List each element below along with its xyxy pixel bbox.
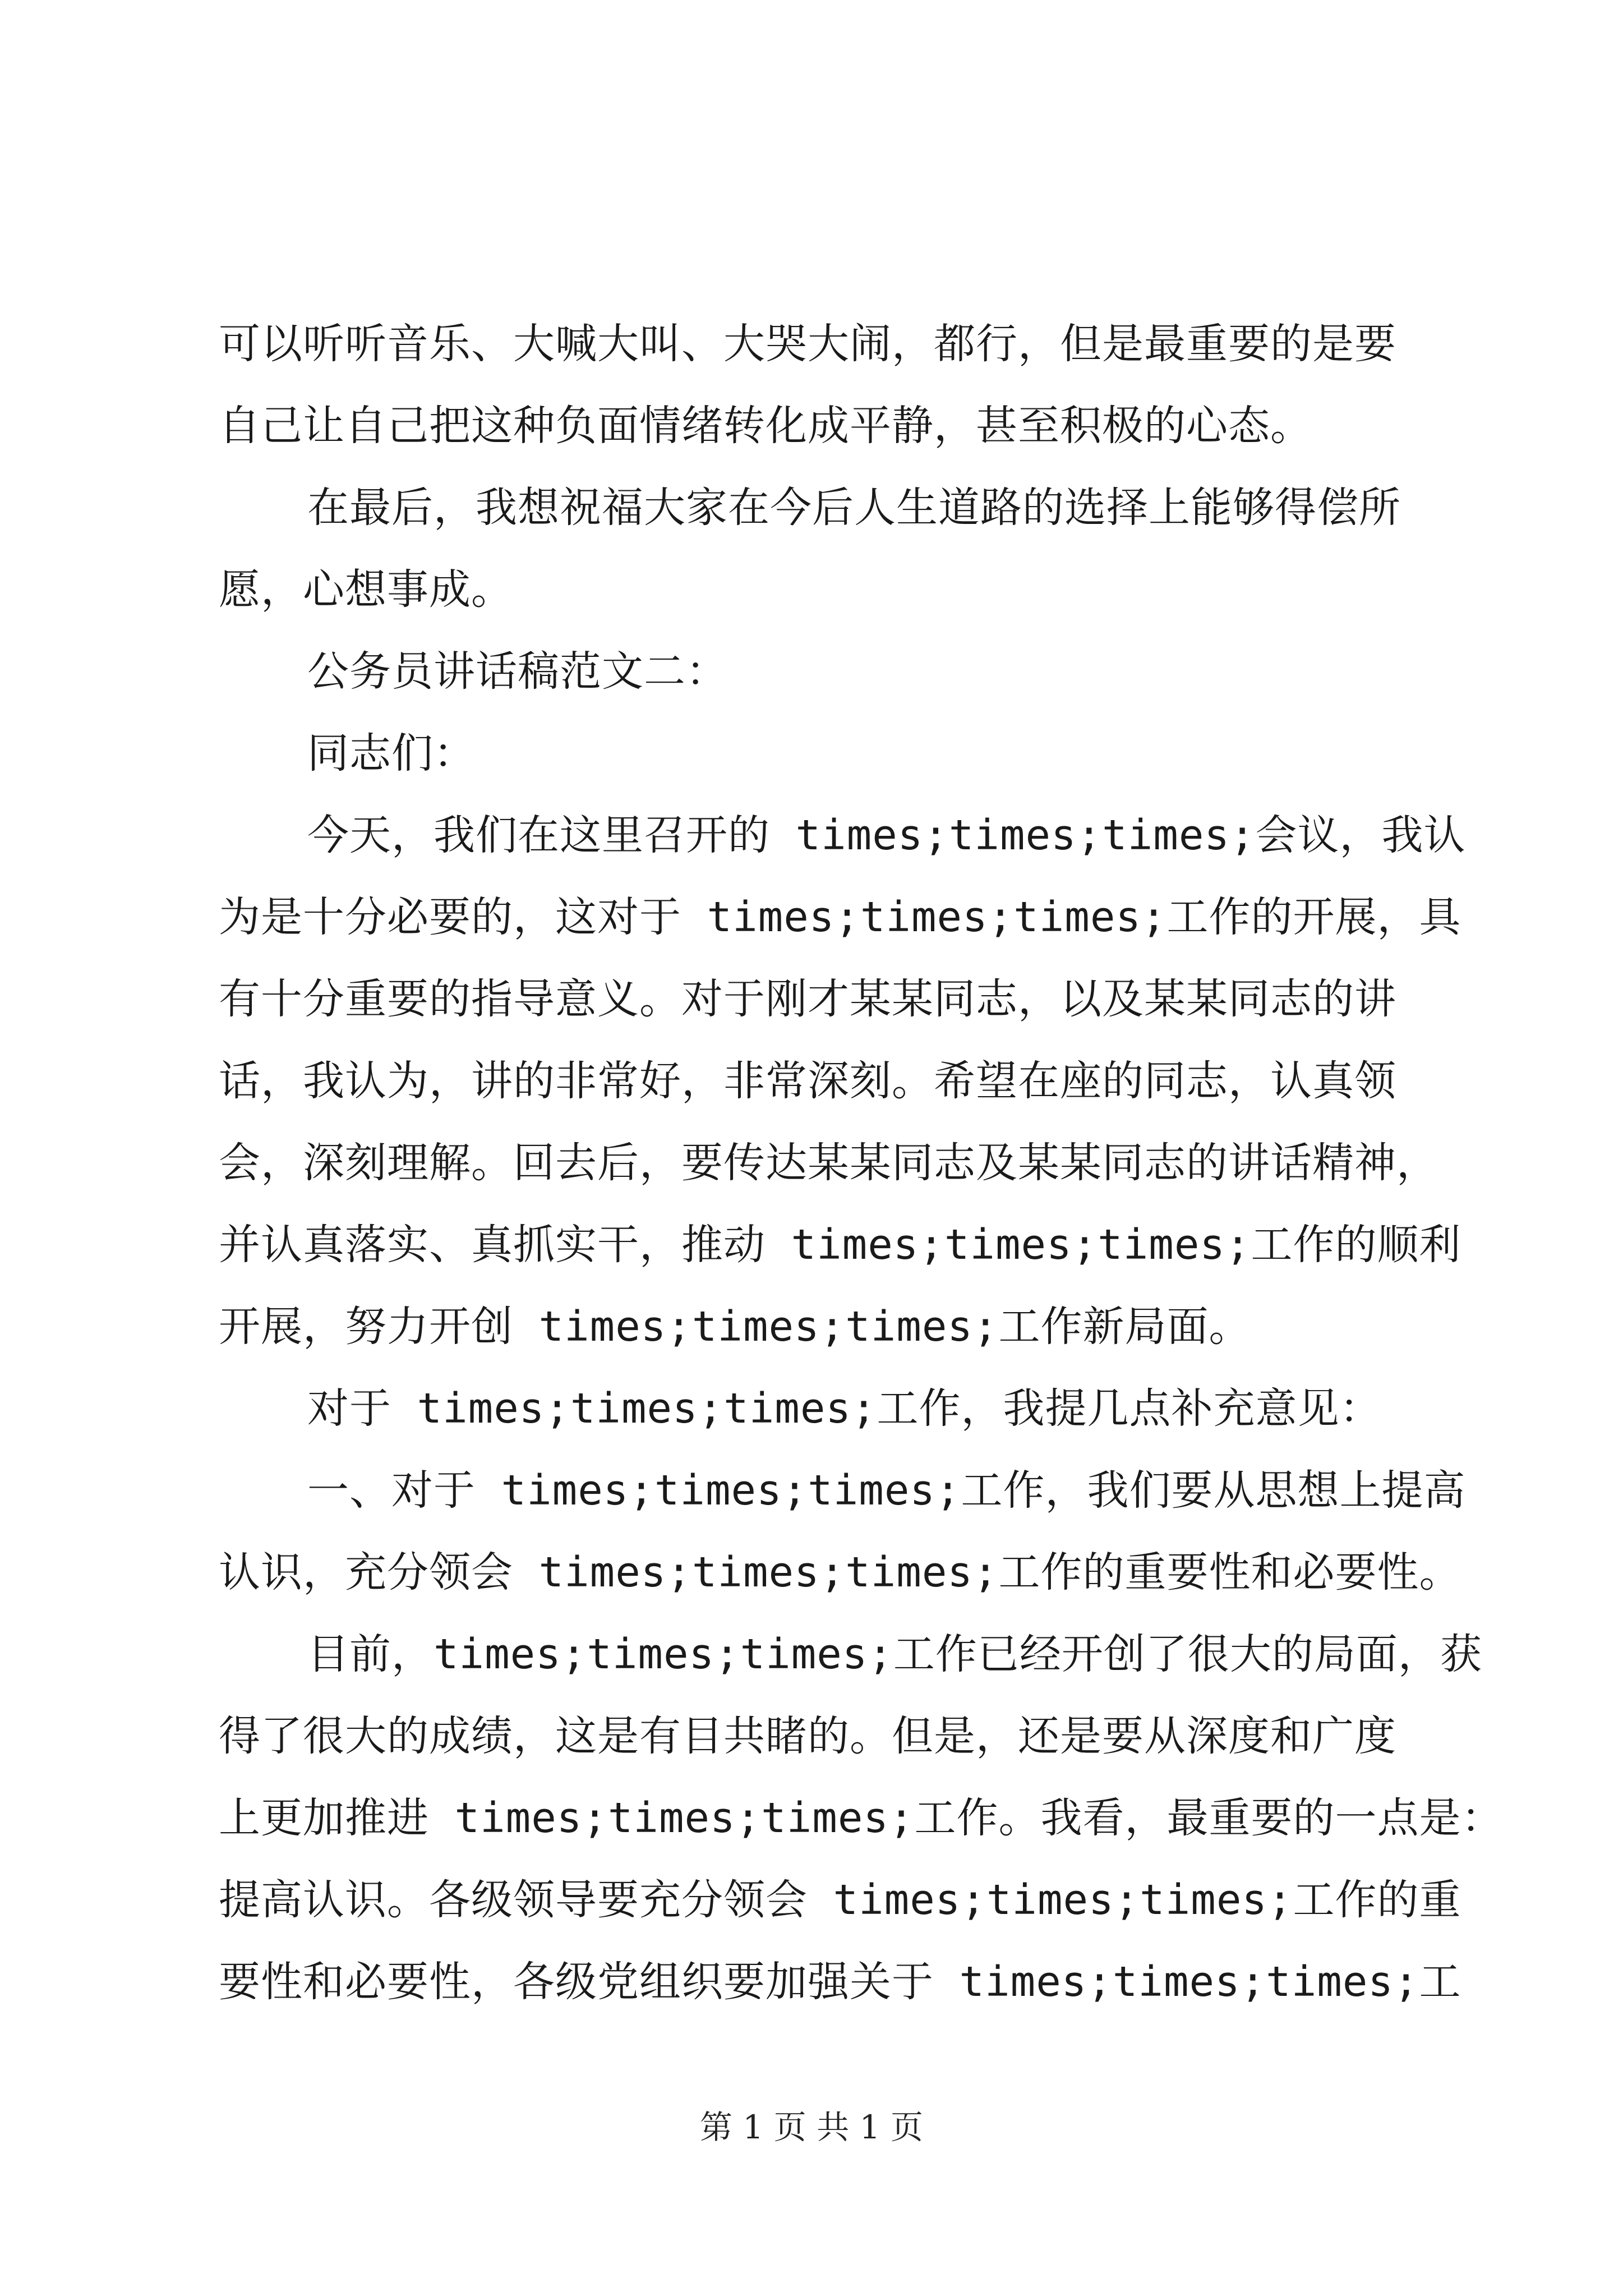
text-line-19: 上更加推进 times;times;times;工作。我看，最重要的一点是： <box>219 1794 1504 1842</box>
text-line-18: 得了很大的成绩，这是有目共睹的。但是，还是要从深度和广度 <box>219 1712 1396 1760</box>
text-line-4: 愿，心想事成。 <box>219 565 513 614</box>
text-line-2: 自己让自己把这种负面情绪转化成平静，甚至积极的心态。 <box>219 402 1312 450</box>
text-line-17: 目前，times;times;times;工作已经开创了很大的局面，获 <box>307 1630 1482 1678</box>
text-line-14: 对于 times;times;times;工作，我提几点补充意见： <box>307 1384 1382 1433</box>
text-line-1: 可以听听音乐、大喊大叫、大哭大闹，都行，但是最重要的是要 <box>219 320 1396 368</box>
text-line-16: 认识，充分领会 times;times;times;工作的重要性和必要性。 <box>219 1548 1461 1596</box>
document-body <box>219 303 1504 2023</box>
text-line-7: 今天，我们在这里召开的 times;times;times;会议，我认 <box>307 811 1466 859</box>
text-line-15: 一、对于 times;times;times;工作，我们要从思想上提高 <box>307 1466 1466 1515</box>
salutation: 同志们： <box>307 729 476 777</box>
text-line-20: 提高认识。各级领导要充分领会 times;times;times;工作的重 <box>219 1876 1461 1924</box>
text-line-13: 开展，努力开创 times;times;times;工作新局面。 <box>219 1303 1251 1351</box>
text-line-12: 并认真落实、真抓实干，推动 times;times;times;工作的顺利 <box>219 1221 1461 1269</box>
section-heading: 公务员讲话稿范文二： <box>307 647 728 696</box>
page-footer: 第 1 页 共 1 页 <box>700 2108 923 2146</box>
text-line-10: 话，我认为，讲的非常好，非常深刻。希望在座的同志，认真领 <box>219 1057 1396 1105</box>
text-line-9: 有十分重要的指导意义。对于刚才某某同志，以及某某同志的讲 <box>219 975 1396 1023</box>
text-line-11: 会，深刻理解。回去后，要传达某某同志及某某同志的讲话精神， <box>219 1139 1438 1187</box>
text-line-3: 在最后，我想祝福大家在今后人生道路的选择上能够得偿所 <box>307 484 1401 532</box>
text-line-21: 要性和必要性，各级党组织要加强关于 times;times;times;工 <box>219 1958 1461 2006</box>
text-line-8: 为是十分必要的，这对于 times;times;times;工作的开展，具 <box>219 893 1461 941</box>
